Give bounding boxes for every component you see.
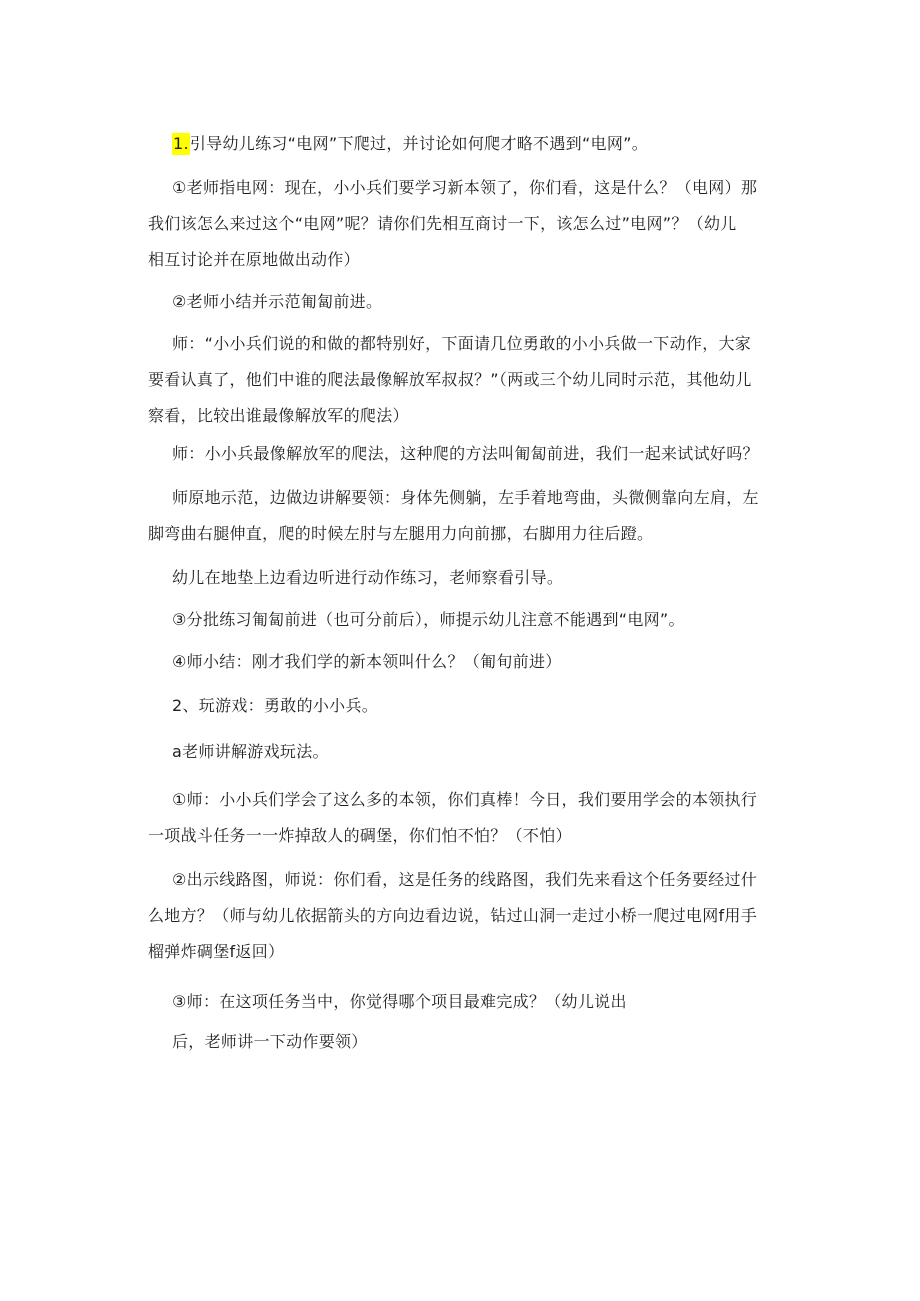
paragraph-8: ③分批练习匍匐前进（也可分前后），师提示幼儿注意不能遇到“电网”。 [172,610,685,629]
paragraph-4: 师：“小小兵们说的和做的都特别好，下面请几位勇敢的小小兵做一下动作，大家 要看认真了，他们中谁的爬法最像解放军叔叔？”（两或三个幼儿同时示范，其他幼儿 察看，比较出谁最像解放军的爬法） [148,334,752,425]
paragraph-13: ②出示线路图，师说：你们看，这是任务的线路图，我们先来看这个任务要经过什 么地方？（师与幼儿依据箭头的方向边看边说，钻过山洞一走过小桥一爬过电网f用手 榴弹炸碉堡f返回） [148,870,758,961]
paragraph-7: 幼儿在地垫上边看边听进行动作练习，老师察看引导。 [172,568,564,587]
paragraph-15: 后，老师讲一下动作要领） [172,1032,368,1051]
paragraph-5: 师：小小兵最像解放军的爬法，这种爬的方法叫匍匐前进，我们一起来试试好吗？ [172,444,759,463]
paragraph-9: ④师小结：刚才我们学的新本领叫什么？（匍旬前进） [172,652,562,671]
paragraph-3: ②老师小结并示范匍匐前进。 [172,292,383,311]
paragraph-2: ①老师指电网：现在，小小兵们要学习新本领了，你们看，这是什么？（电网）那 我们该怎么来过这个“电网”呢？请你们先相互商讨一下，该怎么过”电网”？（幼儿 相互讨论并在原地做出动作） [148,178,758,269]
paragraph-1: 1.引导幼儿练习“电网”下爬过，并讨论如何爬才略不遇到“电网”。 [173,134,649,153]
paragraph-10: 2、玩游戏：勇敢的小小兵。 [172,696,379,715]
paragraph-12: ①师：小小兵们学会了这么多的本领，你们真棒！今日，我们要用学会的本领执行 一项战斗任务一一炸掉敌人的碉堡，你们怕不怕？（不怕） [148,790,758,845]
paragraph-6: 师原地示范，边做边讲解要领：身体先侧躺，左手着地弯曲，头微侧靠向左肩，左 脚弯曲右腿伸直，爬的时候左肘与左腿用力向前挪，右脚用力往后蹬。 [148,488,759,543]
paragraph-11: a老师讲解游戏玩法。 [172,742,329,761]
paragraph-14: ③师：在这项任务当中，你觉得哪个项目最难完成？（幼儿说出 [172,992,627,1011]
highlighted-number: 1. [173,134,189,153]
